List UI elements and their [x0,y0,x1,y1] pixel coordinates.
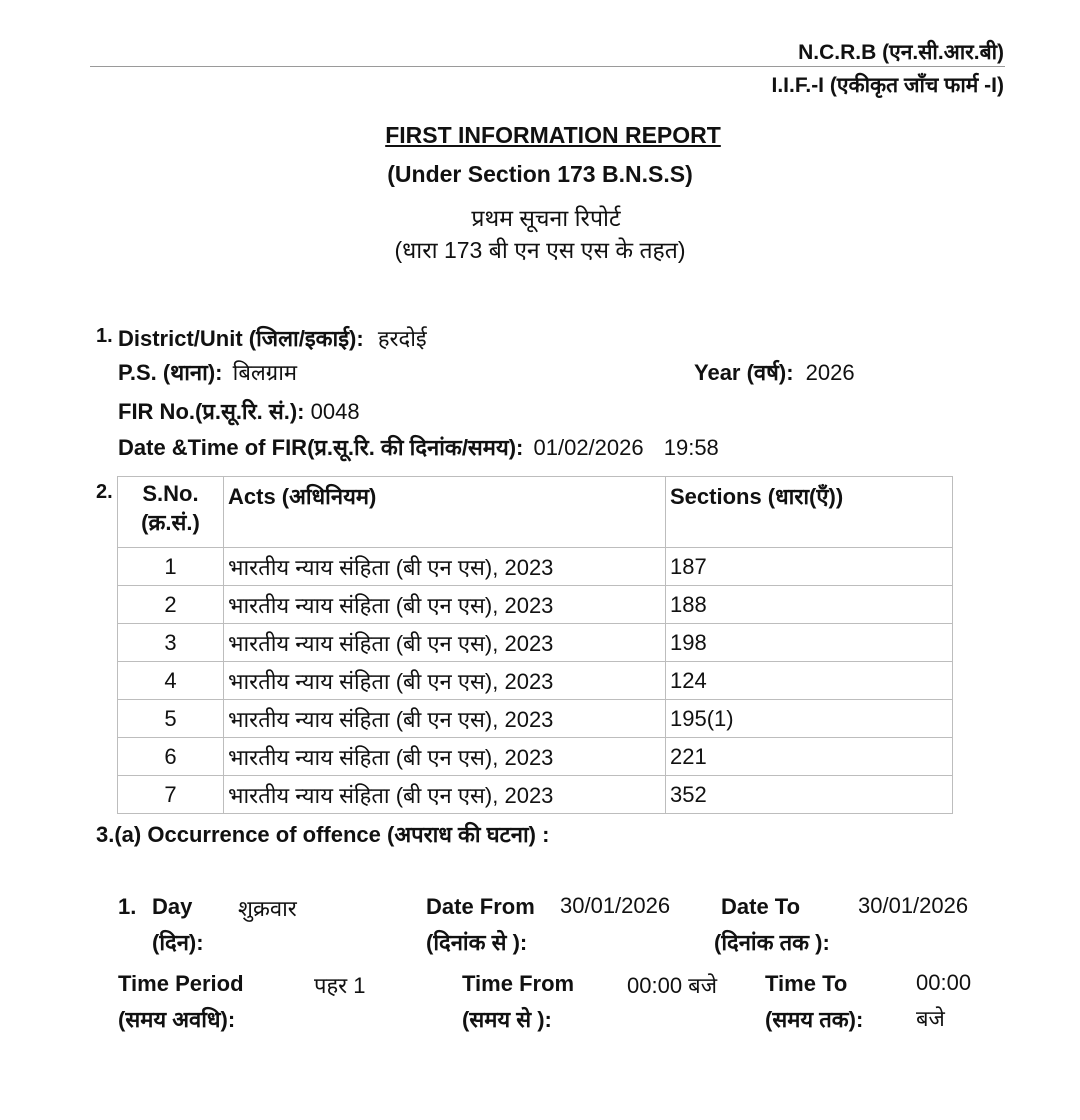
section-cell: 188 [666,586,953,624]
time-to-value-unit: बजे [916,1006,945,1031]
police-station-value: बिलग्राम [232,360,298,385]
sno-column-header: S.No. (क्र.सं.) [118,477,224,548]
acts-column-header: Acts (अधिनियम) [224,477,666,548]
act-cell: भारतीय न्याय संहिता (बी एन एस), 2023 [224,548,666,586]
table-row [118,776,953,814]
acts-sections-table [117,476,953,814]
section-3a-number: 3.(a) [96,822,142,847]
date-from-value: 30/01/2026 [560,893,671,918]
year-row [694,357,855,387]
date-from-label-hindi: (दिनांक से ): [426,930,528,955]
ncrb-header: N.C.R.B (एन.सी.आर.बी) [798,41,1004,64]
occurrence-item-number: 1. [118,894,137,919]
table-row [118,586,953,624]
section-3a-title: Occurrence of offence (अपराध की घटना) : [147,822,550,847]
report-title: FIRST INFORMATION REPORT [385,122,721,148]
time-to-label: Time To [765,971,848,996]
district-value: हरदोई [377,326,427,351]
act-cell: भारतीय न्याय संहिता (बी एन एस), 2023 [224,586,666,624]
section-3a-heading [96,819,549,849]
sno-cell: 3 [118,624,224,662]
table-header-row [118,477,953,548]
time-period-label-hindi: (समय अवधि): [118,1007,236,1032]
fir-number-row [118,396,360,426]
sno-cell: 6 [118,738,224,776]
table-row [118,662,953,700]
date-to-label: Date To [721,894,801,919]
fir-date-value: 01/02/2026 [533,435,644,460]
day-value: शुक्रवार [238,896,297,921]
table-row [118,738,953,776]
time-from-label-hindi: (समय से ): [462,1007,552,1032]
date-to-value: 30/01/2026 [858,893,969,918]
report-subtitle-hindi: (धारा 173 बी एन एस एस के तहत) [394,237,686,263]
section-cell: 124 [666,662,953,700]
date-from-label: Date From [426,894,535,919]
section-cell: 352 [666,776,953,814]
header-divider [90,66,1005,67]
fir-datetime-label: Date &Time of FIR(प्र.सू.रि. की दिनांक/समय): [118,435,524,460]
fir-number-label: FIR No.(प्र.सू.रि. सं.): [118,399,305,424]
police-station-label: P.S. (थाना): [118,360,223,385]
table-row [118,624,953,662]
fir-time-value: 19:58 [663,435,719,460]
sno-cell: 1 [118,548,224,586]
section-cell: 195(1) [666,700,953,738]
fir-number-value: 0048 [310,399,360,424]
act-cell: भारतीय न्याय संहिता (बी एन एस), 2023 [224,662,666,700]
time-from-value: 00:00 बजे [627,973,718,998]
police-station-row [118,357,297,387]
sno-cell: 4 [118,662,224,700]
act-cell: भारतीय न्याय संहिता (बी एन एस), 2023 [224,738,666,776]
time-to-label-hindi: (समय तक): [765,1007,864,1032]
report-title-hindi: प्रथम सूचना रिपोर्ट [471,205,621,231]
act-cell: भारतीय न्याय संहिता (बी एन एस), 2023 [224,776,666,814]
fir-datetime-row [118,432,719,462]
year-label: Year (वर्ष): [694,360,794,385]
date-to-label-hindi: (दिनांक तक ): [714,930,830,955]
section-2-number: 2. [96,481,113,503]
act-cell: भारतीय न्याय संहिता (बी एन एस), 2023 [224,700,666,738]
sections-column-header: Sections (धारा(एँ)) [666,477,953,548]
sno-cell: 2 [118,586,224,624]
district-row [118,323,427,353]
table-row [118,700,953,738]
day-label-hindi: (दिन): [152,930,204,955]
sno-cell: 7 [118,776,224,814]
report-subtitle: (Under Section 173 B.N.S.S) [387,161,693,187]
time-from-label: Time From [462,971,575,996]
district-label: District/Unit (जिला/इकाई): [118,326,364,351]
form-code-header: I.I.F.-I (एकीकृत जाँच फार्म -I) [771,74,1004,97]
day-label: Day [152,894,193,919]
sno-cell: 5 [118,700,224,738]
time-period-label: Time Period [118,971,244,996]
section-1-number: 1. [96,325,113,347]
section-cell: 221 [666,738,953,776]
time-to-value: 00:00 [916,970,972,995]
time-period-value: पहर 1 [314,973,366,998]
act-cell: भारतीय न्याय संहिता (बी एन एस), 2023 [224,624,666,662]
section-cell: 187 [666,548,953,586]
year-value: 2026 [805,360,855,385]
section-cell: 198 [666,624,953,662]
table-row [118,548,953,586]
